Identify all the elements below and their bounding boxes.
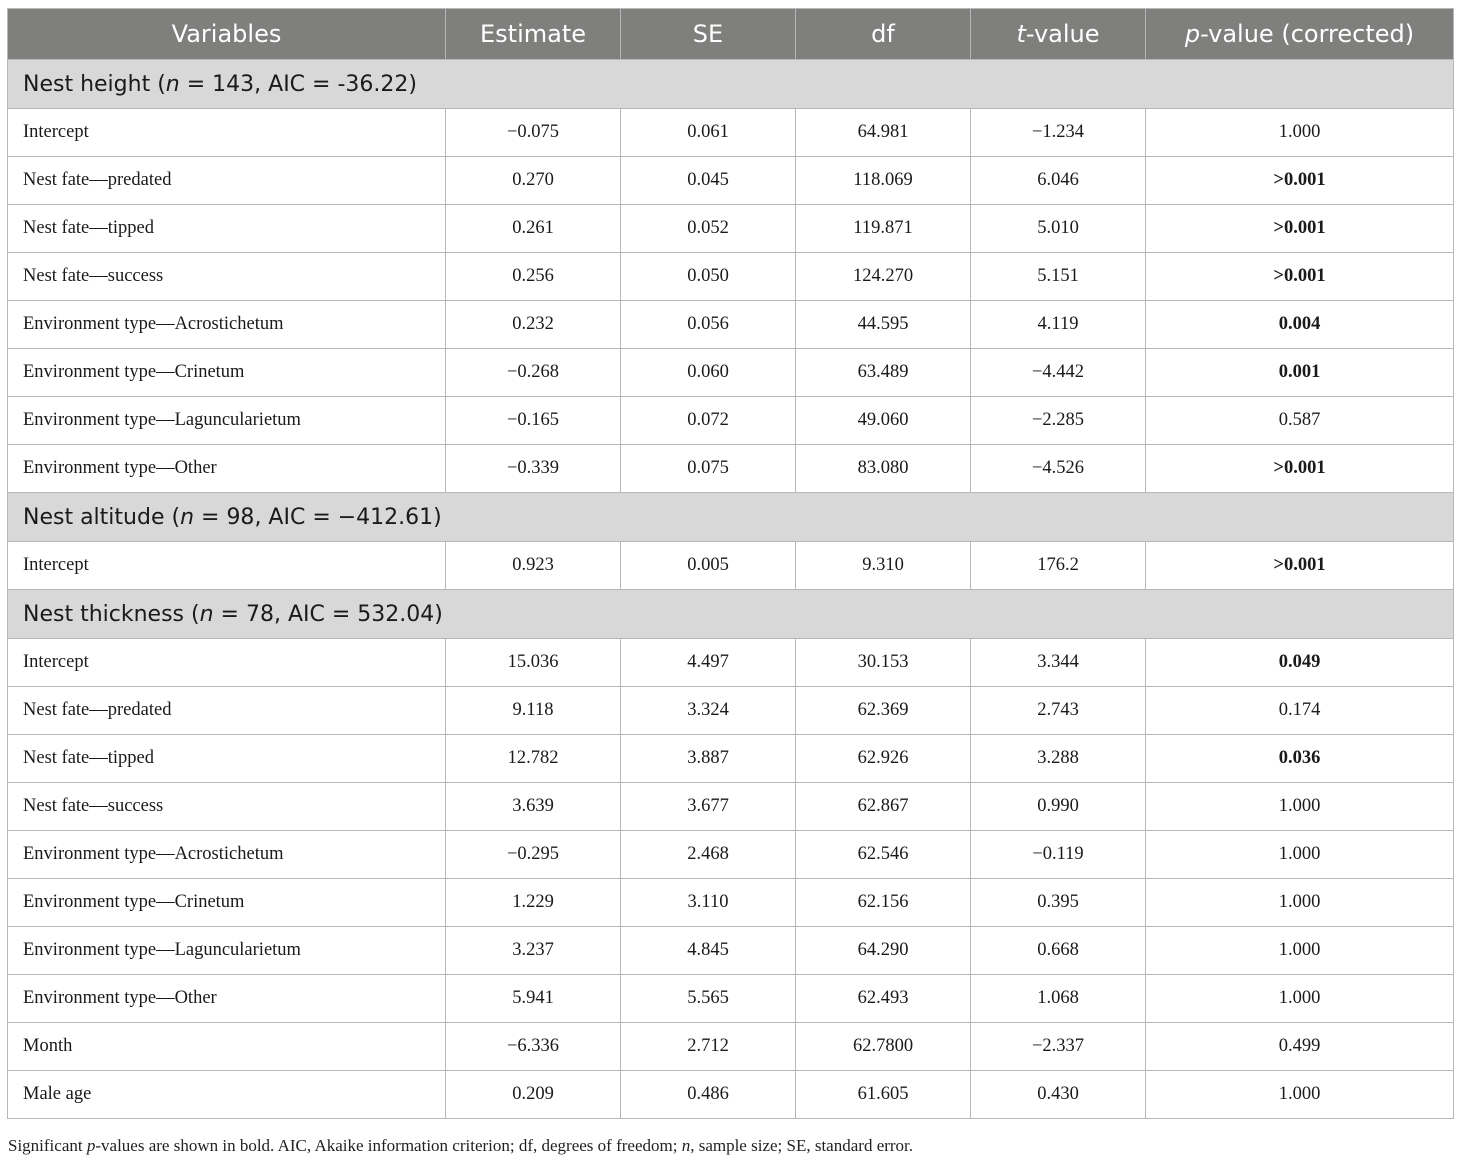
footnote-n-italic: n [681, 1136, 691, 1155]
cell-p: >0.001 [1146, 542, 1454, 590]
cell-estimate: 0.209 [446, 1071, 621, 1119]
table-row [8, 831, 1454, 879]
table-body [8, 60, 1454, 1119]
cell-se: 0.045 [621, 157, 796, 205]
cell-df: 62.546 [796, 831, 971, 879]
cell-se: 0.060 [621, 349, 796, 397]
cell-df: 62.156 [796, 879, 971, 927]
cell-estimate: 5.941 [446, 975, 621, 1023]
table-row [8, 975, 1454, 1023]
header-p-value [1146, 9, 1454, 60]
header-variables: Variables [8, 9, 446, 60]
cell-estimate: −0.268 [446, 349, 621, 397]
table-row [8, 397, 1454, 445]
cell-variable: Nest fate—predated [8, 687, 446, 735]
cell-estimate: −0.295 [446, 831, 621, 879]
section-title: Nest height (n = 143, AIC = -36.22) [8, 60, 1454, 109]
cell-estimate: 15.036 [446, 639, 621, 687]
cell-se: 0.072 [621, 397, 796, 445]
cell-p: 1.000 [1146, 975, 1454, 1023]
cell-p: >0.001 [1146, 205, 1454, 253]
cell-t: 0.990 [971, 783, 1146, 831]
results-table [7, 8, 1454, 1119]
cell-df: 30.153 [796, 639, 971, 687]
cell-se: 0.052 [621, 205, 796, 253]
cell-p: >0.001 [1146, 253, 1454, 301]
cell-se: 0.061 [621, 109, 796, 157]
cell-estimate: 0.923 [446, 542, 621, 590]
cell-t: −2.337 [971, 1023, 1146, 1071]
cell-variable: Environment type—Other [8, 445, 446, 493]
cell-se: 0.486 [621, 1071, 796, 1119]
table-row [8, 687, 1454, 735]
cell-df: 63.489 [796, 349, 971, 397]
header-se: SE [621, 9, 796, 60]
section-aic: −412.61 [337, 504, 434, 530]
cell-se: 3.110 [621, 879, 796, 927]
cell-df: 61.605 [796, 1071, 971, 1119]
cell-variable: Male age [8, 1071, 446, 1119]
cell-t: −0.119 [971, 831, 1146, 879]
cell-estimate: −0.075 [446, 109, 621, 157]
cell-p: 0.174 [1146, 687, 1454, 735]
cell-t: −1.234 [971, 109, 1146, 157]
header-df: df [796, 9, 971, 60]
cell-t: 3.344 [971, 639, 1146, 687]
cell-p: 0.001 [1146, 349, 1454, 397]
table-row [8, 1023, 1454, 1071]
table-row [8, 157, 1454, 205]
table-row [8, 639, 1454, 687]
cell-se: 0.050 [621, 253, 796, 301]
cell-se: 4.845 [621, 927, 796, 975]
cell-p: 1.000 [1146, 109, 1454, 157]
cell-estimate: 0.232 [446, 301, 621, 349]
cell-p: 1.000 [1146, 831, 1454, 879]
table-header [8, 9, 1454, 60]
cell-t: −4.526 [971, 445, 1146, 493]
cell-df: 62.493 [796, 975, 971, 1023]
section-title: Nest altitude (n = 98, AIC = −412.61) [8, 493, 1454, 542]
section-name: Nest thickness [23, 601, 184, 627]
cell-variable: Nest fate—success [8, 783, 446, 831]
cell-se: 3.887 [621, 735, 796, 783]
table-row [8, 783, 1454, 831]
cell-t: −4.442 [971, 349, 1146, 397]
cell-estimate: −0.339 [446, 445, 621, 493]
cell-estimate: 3.237 [446, 927, 621, 975]
cell-t: 0.395 [971, 879, 1146, 927]
cell-t: 4.119 [971, 301, 1146, 349]
section-row [8, 493, 1454, 542]
table-row [8, 205, 1454, 253]
cell-df: 62.7800 [796, 1023, 971, 1071]
cell-variable: Nest fate—tipped [8, 735, 446, 783]
cell-estimate: 1.229 [446, 879, 621, 927]
cell-p: 0.004 [1146, 301, 1454, 349]
cell-t: 1.068 [971, 975, 1146, 1023]
cell-df: 49.060 [796, 397, 971, 445]
cell-df: 83.080 [796, 445, 971, 493]
section-row [8, 590, 1454, 639]
cell-p: 1.000 [1146, 783, 1454, 831]
table-row [8, 349, 1454, 397]
header-p-italic: p [1184, 20, 1201, 48]
cell-df: 62.867 [796, 783, 971, 831]
cell-df: 9.310 [796, 542, 971, 590]
cell-df: 119.871 [796, 205, 971, 253]
cell-p: 0.049 [1146, 639, 1454, 687]
cell-estimate: 0.261 [446, 205, 621, 253]
cell-variable: Environment type—Laguncularietum [8, 397, 446, 445]
cell-variable: Environment type—Acrostichetum [8, 301, 446, 349]
cell-variable: Nest fate—predated [8, 157, 446, 205]
cell-p: 0.036 [1146, 735, 1454, 783]
cell-se: 0.005 [621, 542, 796, 590]
header-t-italic: t [1016, 20, 1026, 48]
cell-variable: Environment type—Laguncularietum [8, 927, 446, 975]
cell-t: 0.668 [971, 927, 1146, 975]
cell-df: 62.926 [796, 735, 971, 783]
cell-p: 1.000 [1146, 879, 1454, 927]
table-row [8, 735, 1454, 783]
cell-variable: Intercept [8, 542, 446, 590]
cell-variable: Environment type—Other [8, 975, 446, 1023]
cell-p: >0.001 [1146, 445, 1454, 493]
cell-t: 6.046 [971, 157, 1146, 205]
cell-se: 3.677 [621, 783, 796, 831]
cell-variable: Intercept [8, 109, 446, 157]
cell-t: 2.743 [971, 687, 1146, 735]
section-name: Nest height [23, 71, 151, 97]
cell-se: 2.468 [621, 831, 796, 879]
cell-se: 4.497 [621, 639, 796, 687]
section-row [8, 60, 1454, 109]
cell-t: 0.430 [971, 1071, 1146, 1119]
cell-estimate: 12.782 [446, 735, 621, 783]
table-row [8, 109, 1454, 157]
cell-df: 44.595 [796, 301, 971, 349]
cell-estimate: 0.256 [446, 253, 621, 301]
section-name: Nest altitude [23, 504, 165, 530]
section-n: 78 [245, 601, 274, 627]
cell-df: 64.290 [796, 927, 971, 975]
cell-estimate: 3.639 [446, 783, 621, 831]
header-t-rest: -value [1025, 20, 1100, 48]
cell-df: 64.981 [796, 109, 971, 157]
cell-t: 3.288 [971, 735, 1146, 783]
cell-se: 0.075 [621, 445, 796, 493]
cell-estimate: 0.270 [446, 157, 621, 205]
table-row [8, 542, 1454, 590]
footnote-p-italic: p [86, 1136, 96, 1155]
cell-se: 3.324 [621, 687, 796, 735]
table-row [8, 253, 1454, 301]
cell-df: 118.069 [796, 157, 971, 205]
cell-t: 176.2 [971, 542, 1146, 590]
cell-p: 0.499 [1146, 1023, 1454, 1071]
section-n: 98 [226, 504, 255, 530]
cell-p: 0.587 [1146, 397, 1454, 445]
cell-df: 124.270 [796, 253, 971, 301]
section-n: 143 [212, 71, 255, 97]
header-estimate: Estimate [446, 9, 621, 60]
cell-variable: Environment type—Crinetum [8, 349, 446, 397]
cell-se: 2.712 [621, 1023, 796, 1071]
cell-estimate: −6.336 [446, 1023, 621, 1071]
cell-t: −2.285 [971, 397, 1146, 445]
footnote-text-1: Significant [8, 1136, 87, 1155]
header-p-rest: -value (corrected) [1200, 20, 1415, 48]
header-t-value [971, 9, 1146, 60]
footnote-text-3: , sample size; SE, standard error. [690, 1136, 914, 1155]
cell-t: 5.151 [971, 253, 1146, 301]
cell-p: 1.000 [1146, 927, 1454, 975]
cell-variable: Environment type—Crinetum [8, 879, 446, 927]
table-footnote [8, 1136, 913, 1156]
cell-variable: Intercept [8, 639, 446, 687]
cell-p: >0.001 [1146, 157, 1454, 205]
cell-variable: Environment type—Acrostichetum [8, 831, 446, 879]
table-row [8, 1071, 1454, 1119]
table-row [8, 879, 1454, 927]
table-row [8, 301, 1454, 349]
section-title: Nest thickness (n = 78, AIC = 532.04) [8, 590, 1454, 639]
table-row [8, 445, 1454, 493]
table-row [8, 927, 1454, 975]
section-aic: -36.22 [337, 71, 409, 97]
cell-variable: Nest fate—tipped [8, 205, 446, 253]
cell-estimate: −0.165 [446, 397, 621, 445]
cell-df: 62.369 [796, 687, 971, 735]
section-aic: 532.04 [357, 601, 435, 627]
cell-variable: Month [8, 1023, 446, 1071]
cell-variable: Nest fate—success [8, 253, 446, 301]
footnote-text-2: -values are shown in bold. AIC, Akaike information criterion; df, degrees of freedom; [95, 1136, 682, 1155]
cell-se: 5.565 [621, 975, 796, 1023]
cell-p: 1.000 [1146, 1071, 1454, 1119]
cell-t: 5.010 [971, 205, 1146, 253]
cell-estimate: 9.118 [446, 687, 621, 735]
cell-se: 0.056 [621, 301, 796, 349]
